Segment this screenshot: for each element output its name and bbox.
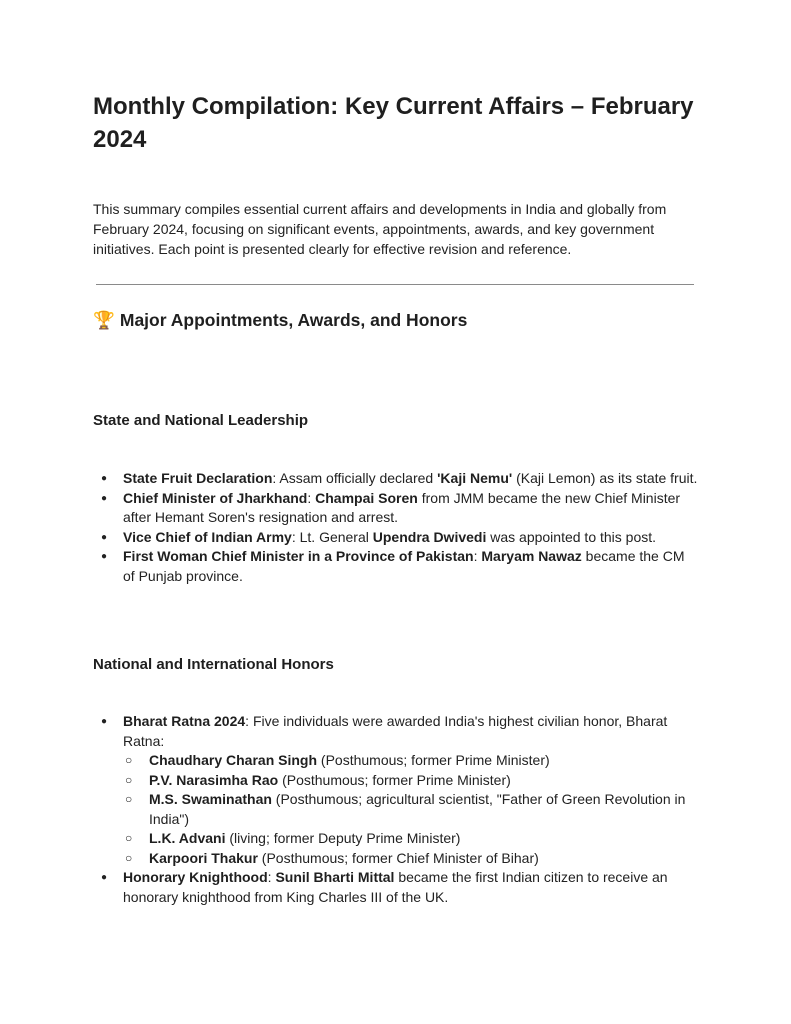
sub-list-item <box>149 790 698 829</box>
sub-list-item <box>149 751 698 771</box>
recipient-note: (living; former Deputy Prime Minister) <box>225 830 461 846</box>
horizontal-divider <box>96 284 694 285</box>
recipient-name: M.S. Swaminathan <box>149 791 272 807</box>
recipient-name: P.V. Narasimha Rao <box>149 771 279 788</box>
item-text: became the CM of Punjab province. <box>123 548 685 584</box>
list-item <box>123 868 698 907</box>
bharat-ratna-recipients <box>123 751 698 868</box>
item-bold: Champai Soren <box>315 489 418 506</box>
subheading-leadership: State and National Leadership <box>93 412 309 429</box>
recipient-note: (Posthumous; former Prime Minister) <box>278 771 511 788</box>
item-text: : <box>473 548 482 564</box>
sub-list-item <box>149 771 698 791</box>
recipient-note: (Posthumous; former Prime Minister) <box>317 752 550 768</box>
item-text: : Five individuals were awarded India's highest civilian honor, Bharat Ratna: <box>123 713 668 749</box>
recipient-note: (Posthumous; former Chief Minister of Bihar) <box>257 849 539 866</box>
item-bold: 'Kaji Nemu' <box>437 470 513 486</box>
item-label: Honorary Knighthood <box>123 869 268 885</box>
sub-list-item <box>149 849 698 869</box>
list-item <box>123 712 698 868</box>
item-label: Chief Minister of Jharkhand <box>123 489 308 506</box>
item-text: (Kaji Lemon) as its state fruit. <box>512 470 698 486</box>
leadership-list <box>123 469 698 586</box>
recipient-note: (Posthumous; agricultural scientist, "Father of Green Revolution in India") <box>149 791 686 827</box>
item-text: : <box>307 489 316 506</box>
item-text: : Lt. General <box>291 528 373 545</box>
sub-list-item <box>149 829 698 849</box>
recipient-name: Chaudhary Charan Singh <box>149 752 318 768</box>
item-bold: Upendra Dwivedi <box>372 528 487 545</box>
item-bold: Sunil Bharti Mittal <box>275 869 395 885</box>
item-text: became the first Indian citizen to receive an honorary knighthood from King Charles III of the UK. <box>123 869 668 905</box>
list-item <box>123 489 698 528</box>
list-item <box>123 547 698 586</box>
item-bold: Maryam Nawaz <box>481 548 582 564</box>
list-item <box>123 528 698 548</box>
item-label: Bharat Ratna 2024 <box>123 713 246 729</box>
item-text: from JMM became the new Chief Minister after Hemant Soren's resignation and arrest. <box>123 489 681 525</box>
document-title: Monthly Compilation: Key Current Affairs – February 2024 <box>93 93 694 153</box>
section-heading <box>93 308 467 332</box>
recipient-name: L.K. Advani <box>149 830 226 846</box>
list-item <box>123 469 698 489</box>
intro-paragraph: This summary compiles essential current affairs and developments in India and globally from February 2024, focusing on significant events, appointments, awards, and key government initiatives. Each point is presented clearly for effective revision and reference. <box>93 201 667 257</box>
item-label: State Fruit Declaration <box>123 470 273 486</box>
item-label: Vice Chief of Indian Army <box>123 528 292 545</box>
item-text: : Assam officially declared <box>272 470 438 486</box>
item-text: was appointed to this post. <box>486 528 657 545</box>
item-text: : <box>267 869 276 885</box>
recipient-name: Karpoori Thakur <box>149 849 258 866</box>
subheading-honors: National and International Honors <box>93 656 334 673</box>
item-label: First Woman Chief Minister in a Province of Pakistan <box>123 548 474 564</box>
section-heading-text: Major Appointments, Awards, and Honors <box>119 310 468 330</box>
honors-list <box>123 712 698 907</box>
trophy-icon: 🏆 <box>93 310 115 330</box>
